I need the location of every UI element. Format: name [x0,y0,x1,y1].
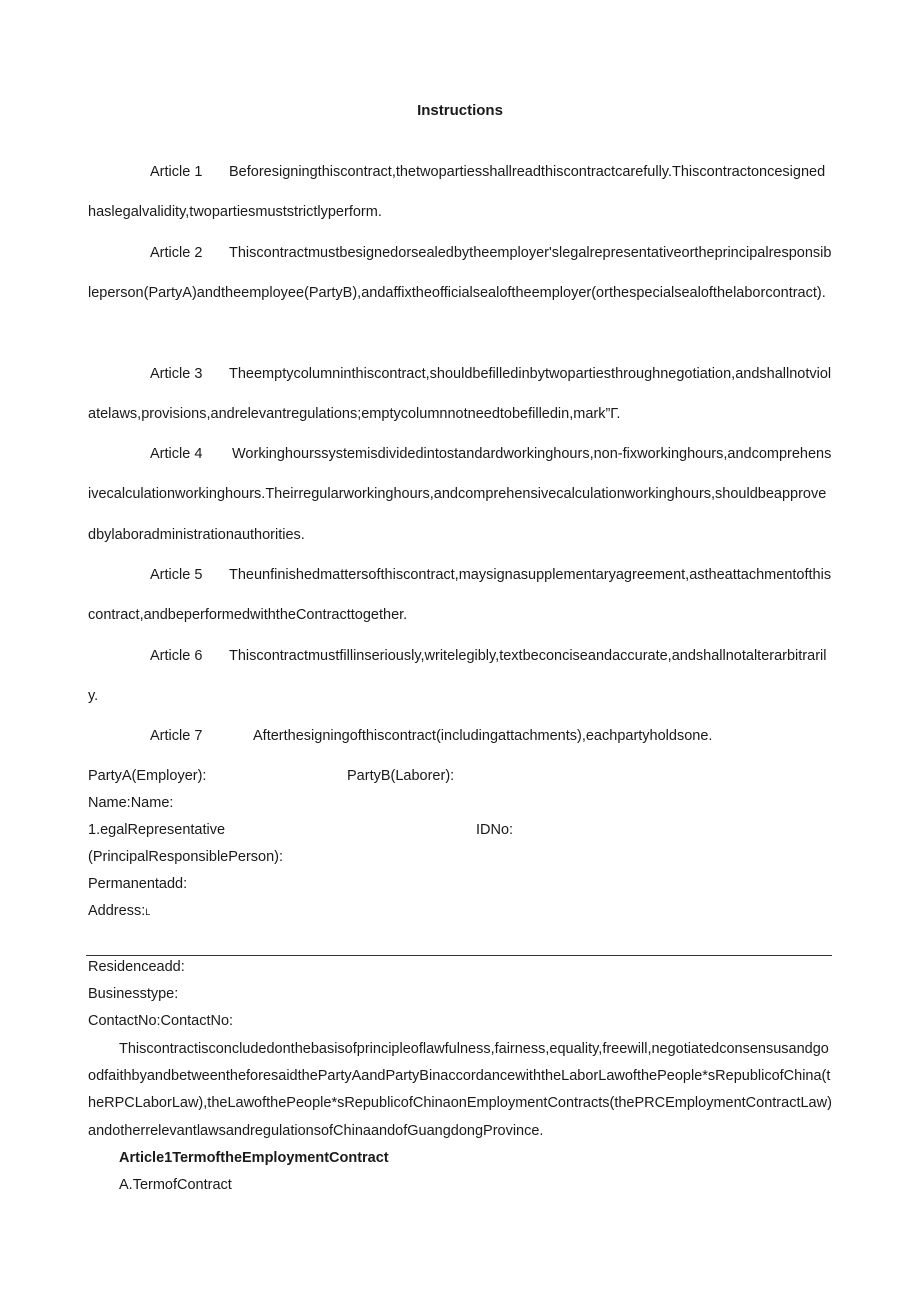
instruction-article-7 [88,716,832,756]
address-label [88,898,150,926]
legal-representative-label: 1.egalRepresentative [88,822,226,838]
instruction-article-1 [88,152,832,233]
article-text: Afterthesigningofthiscontract(includingattachments),eachpartyholdsone. [253,728,713,744]
party-b-label: PartyB(Laborer): [347,768,455,784]
article-number: Article 7 [150,728,203,744]
article-number: Article 1 [150,164,203,180]
residence-address-label: Residenceadd: [88,959,185,975]
permanent-address-label: Permanentadd: [88,876,188,892]
document-title: Instructions [417,102,503,119]
name-label: Name:Name: [88,795,174,811]
contract-preamble: Thiscontractisconcludedonthebasisofprincipleoflawfulness,fairness,equality,freewill,negotiatedconsensusandgoodfaithbyandbetweentheforesaidthePartyAandPartyBinaccordancewiththeLaborLawofthePeople*sRepublicofChina(theRPCLaborLaw),theLawofthePeople*sRepublicofChinaonEmploymentContracts(thePRCEmploymentContractLaw)andotherrelevantlawsandregulationsofChinaandofGuangdongProvince. [88,1041,832,1139]
address-mark: L [145,907,151,917]
party-a-label: PartyA(Employer): [88,768,207,784]
article-1-heading: Article1TermoftheEmploymentContract [119,1150,389,1166]
term-of-contract-heading: A.TermofContract [119,1177,232,1193]
article-text: Workinghourssystemisdividedintostandardworkinghours,non-fixworkinghours,andcomprehensivecalculationworkinghours.Theirregularworkinghours,andcomprehensivecalculationworkinghours,shouldbeapprovedbylaboradministrationauthorities. [88,446,832,543]
instruction-article-2 [88,233,832,314]
principal-person-label: (PrincipalResponsiblePerson): [88,849,284,865]
article-number: Article 3 [150,366,203,382]
article-text: Beforesigningthiscontract,thetwopartiesshallreadthiscontractcarefully.Thiscontractoncesignedhaslegalvalidity,twopartiesmuststrictlyperform. [88,164,826,221]
article-text: Theunfinishedmattersofthiscontract,maysignasupplementaryagreement,astheattachmentofthiscontract,andbeperformedwiththeContracttogether. [88,567,832,624]
business-type-label: Businesstype: [88,986,179,1002]
contact-number-label: ContactNo:ContactNo: [88,1013,234,1029]
id-number-label: IDNo: [476,822,514,838]
address-text: Address: [88,903,146,919]
article-number: Article 4 [150,446,203,462]
article-text: Thiscontractmustfillinseriously,writelegibly,textbeconciseandaccurate,andshallnotalterarbitrarily. [88,648,827,705]
article-number: Article 2 [150,245,203,261]
instruction-article-3 [88,354,832,435]
instruction-article-4 [88,434,832,555]
article-number: Article 5 [150,567,203,583]
divider-line [86,955,832,956]
instruction-article-5 [88,555,832,636]
article-text: Theemptycolumninthiscontract,shouldbefilledinbytwopartiesthroughnegotiation,andshallnotviolatelaws,provisions,andrelevantregulations;emptycolumnnotneedtobefilledin,mark”Г. [88,366,832,423]
article-number: Article 6 [150,648,203,664]
article-text: Thiscontractmustbesignedorsealedbytheemployer'slegalrepresentativeortheprincipalresponsibleperson(PartyA)andtheemployee(PartyB),andaffixtheofficialsealoftheemployer(orthespecialsealofthelaborcontract). [88,245,832,302]
instruction-article-6 [88,636,832,717]
